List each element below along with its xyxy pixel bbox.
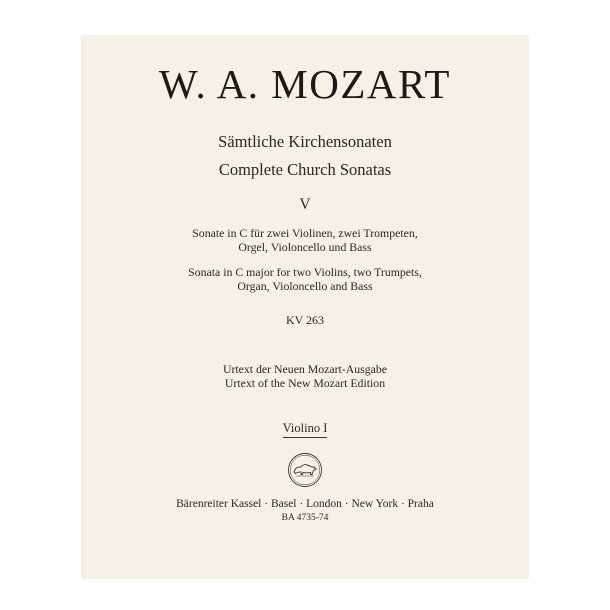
sonata-description-english <box>82 265 528 293</box>
sonata-german-line-2: Orgel, Violoncello und Bass <box>238 240 372 254</box>
sonata-german-line-1: Sonate in C für zwei Violinen, zwei Trompeten, <box>192 226 418 240</box>
sonata-english-line-2: Organ, Violoncello and Bass <box>237 279 373 293</box>
sonata-english-line-1: Sonata in C major for two Violins, two Trumpets, <box>188 265 422 279</box>
kv-number: KV 263 <box>285 313 325 327</box>
title-english: Complete Church Sonatas <box>218 160 392 179</box>
volume-number: V <box>299 196 311 213</box>
instrument-part-label: Violino I <box>283 421 328 438</box>
urtext-english: Urtext of the New Mozart Edition <box>224 376 386 390</box>
score-cover <box>82 36 528 578</box>
sonata-description-german <box>82 226 528 254</box>
composer-name: W. A. MOZART <box>159 61 451 107</box>
urtext-note <box>82 362 528 390</box>
catalog-number: BA 4735-74 <box>281 513 329 523</box>
part-label-wrapper <box>82 419 528 438</box>
urtext-german: Urtext der Neuen Mozart-Ausgabe <box>222 362 388 376</box>
baerenreiter-bear-logo-icon <box>287 452 323 488</box>
publisher-line: Bärenreiter Kassel · Basel · London · New York · Praha <box>176 498 434 510</box>
title-german: Sämtliche Kirchensonaten <box>218 132 392 151</box>
